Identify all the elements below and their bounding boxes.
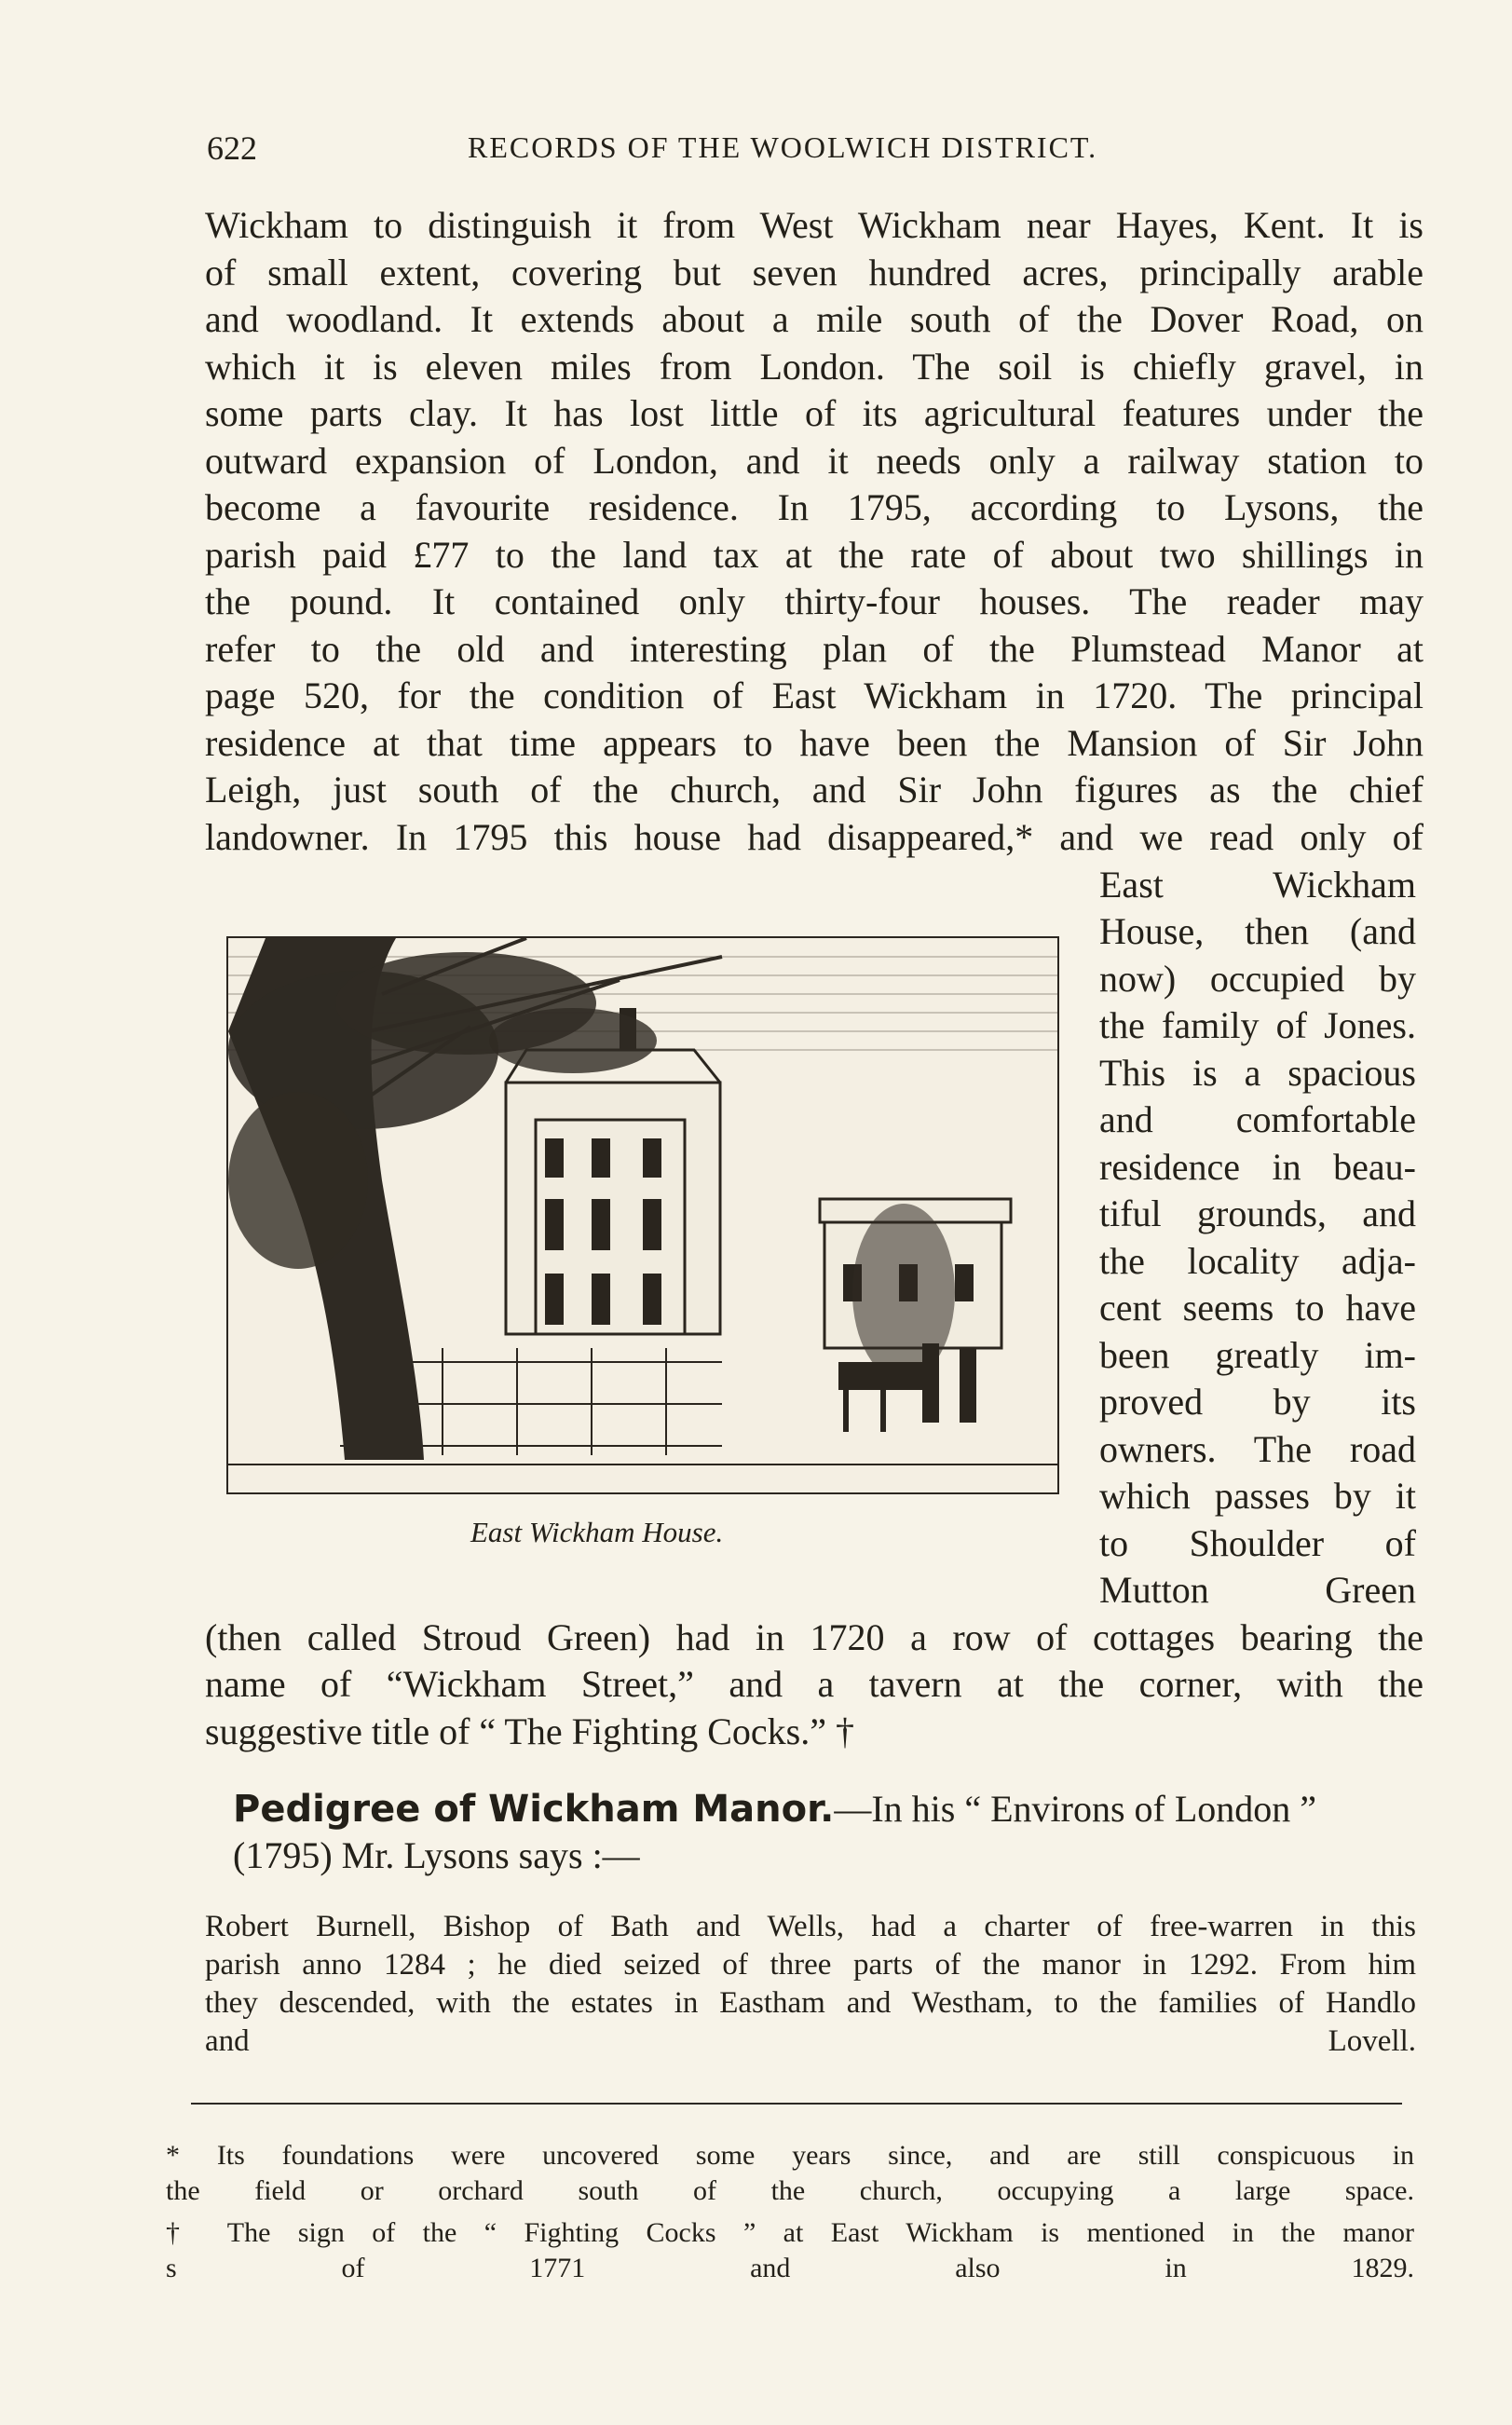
wrap-line: residence in beau- [1099, 1146, 1416, 1188]
body-line: name of “Wickham Street,” and a tavern at the corner, with the [205, 1663, 1423, 1705]
footnote-rule [191, 2103, 1402, 2105]
body-line: of small extent, covering but seven hundred acres, principally arable [205, 252, 1423, 293]
body-line: which it is eleven miles from London. The soil is chiefly gravel, in [205, 346, 1423, 388]
engraving-house-illustration [226, 936, 1059, 1494]
footnote-line: † The sign of the “ Fighting Cocks ” at East Wickham is mentioned in the manor [166, 2217, 1414, 2248]
wrap-line: which passes by it [1099, 1475, 1416, 1517]
section-heading: Pedigree of Wickham Manor. [233, 1788, 835, 1831]
section-heading-rest: —In his “ Environs of London ” [834, 1788, 1317, 1830]
wrap-line: the family of Jones. [1099, 1004, 1416, 1046]
page-number: 622 [207, 129, 257, 167]
body-line: and woodland. It extends about a mile south of the Dover Road, on [205, 298, 1423, 340]
wrap-line: East Wickham [1099, 864, 1416, 906]
footnote-line: s of 1771 and also in 1829. [166, 2253, 1414, 2283]
body-line: the pound. It contained only thirty-four houses. The reader may [205, 580, 1423, 622]
body-line: become a favourite residence. In 1795, according to Lysons, the [205, 486, 1423, 528]
wrap-line: to Shoulder of [1099, 1522, 1416, 1564]
wrap-line: Mutton Green [1099, 1569, 1416, 1611]
body-line: refer to the old and interesting plan of the Plumstead Manor at [205, 628, 1423, 670]
quote-line: and Lovell. [205, 2024, 1416, 2058]
body-line: residence at that time appears to have been the Mansion of Sir John [205, 722, 1423, 764]
body-line: Leigh, just south of the church, and Sir John figures as the chief [205, 769, 1423, 811]
body-line: page 520, for the condition of East Wickham in 1720. The principal [205, 674, 1423, 716]
wrap-line: the locality adja- [1099, 1240, 1416, 1282]
running-title: RECORDS OF THE WOOLWICH DISTRICT. [468, 130, 1098, 164]
quote-line: they descended, with the estates in Eastham and Westham, to the families of Handlo [205, 1986, 1416, 2020]
wrap-line: been greatly im- [1099, 1334, 1416, 1376]
quote-line: Robert Burnell, Bishop of Bath and Wells, had a charter of free-warren in this [205, 1910, 1416, 1943]
wrap-line: cent seems to have [1099, 1287, 1416, 1328]
quote-line: parish anno 1284 ; he died seized of three parts of the manor in 1292. From him [205, 1948, 1416, 1982]
body-line: suggestive title of “ The Fighting Cocks.” † [205, 1710, 854, 1752]
body-line: outward expansion of London, and it needs only a railway station to [205, 440, 1423, 482]
section-line-2: (1795) Mr. Lysons says :— [233, 1834, 640, 1876]
wrap-line: now) occupied by [1099, 958, 1416, 1000]
body-line: (then called Stroud Green) had in 1720 a row of cottages bearing the [205, 1616, 1423, 1658]
body-line: Wickham to distinguish it from West Wickham near Hayes, Kent. It is [205, 204, 1423, 246]
section-heading-line [233, 1786, 1416, 1832]
wrap-line: tiful grounds, and [1099, 1192, 1416, 1234]
body-line: some parts clay. It has lost little of its agricultural features under the [205, 392, 1423, 434]
body-line: parish paid £77 to the land tax at the rate of about two shillings in [205, 534, 1423, 576]
footnote-line: * Its foundations were uncovered some years since, and are still conspicuous in [166, 2140, 1414, 2171]
figure-caption: East Wickham House. [470, 1516, 724, 1548]
body-line: landowner. In 1795 this house had disappeared,* and we read only of [205, 816, 1423, 858]
engraving-house-icon [228, 938, 1057, 1492]
page-header [207, 129, 1418, 175]
footnote-line: the field or orchard south of the church, occupying a large space. [166, 2175, 1414, 2206]
wrap-line: owners. The road [1099, 1428, 1416, 1470]
wrap-line: House, then (and [1099, 910, 1416, 952]
wrap-line: proved by its [1099, 1381, 1416, 1423]
wrap-line: and comfortable [1099, 1098, 1416, 1140]
wrap-line: This is a spacious [1099, 1052, 1416, 1094]
